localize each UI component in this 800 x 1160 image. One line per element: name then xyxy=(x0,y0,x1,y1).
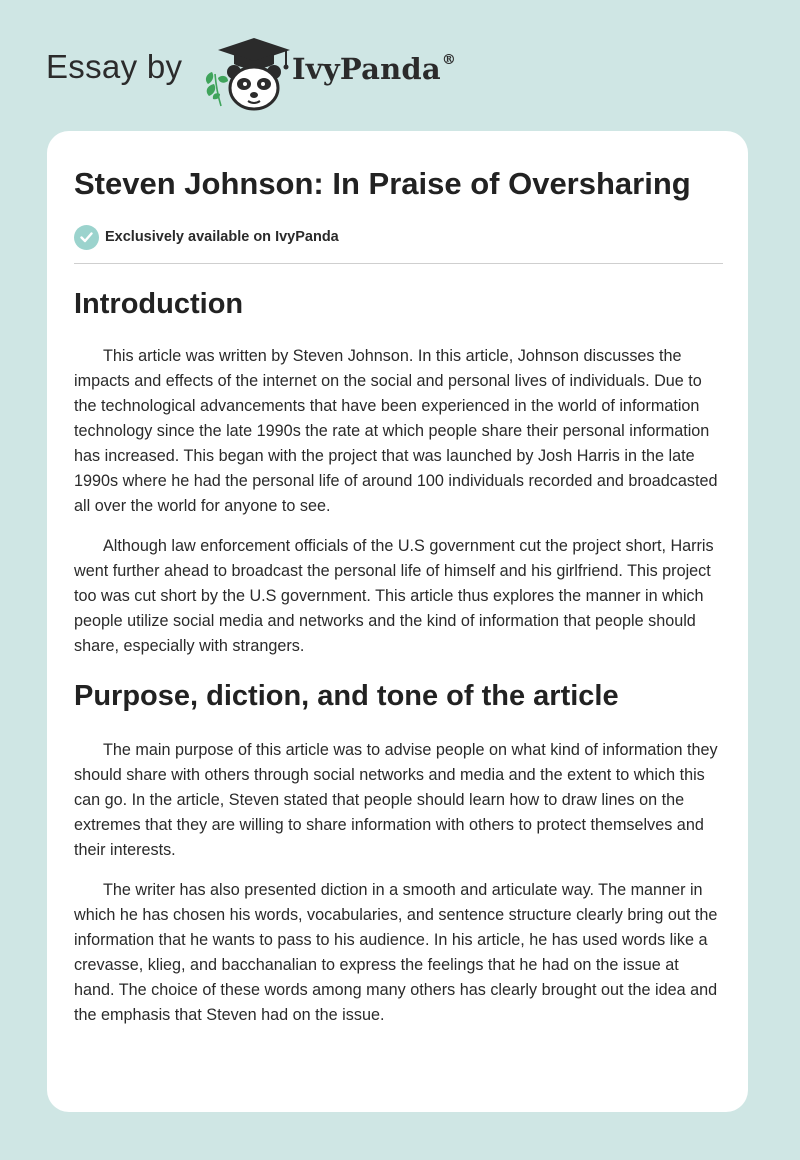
paragraph: The main purpose of this article was to advise people on what kind of information they should share with others through social networks and media and the extent to which this can go. In the article, Steven stated that people should learn how to draw lines on the extremes that they are willing to share information with others to protect themselves and their interests. xyxy=(74,741,718,859)
section-heading-purpose: Purpose, diction, and tone of the article xyxy=(74,680,619,712)
panda-graduate-icon[interactable] xyxy=(198,34,298,114)
section-heading-introduction: Introduction xyxy=(74,288,244,320)
brand-name[interactable] xyxy=(292,52,456,86)
divider xyxy=(74,263,723,264)
article-card xyxy=(47,131,748,1112)
site-header xyxy=(46,34,746,114)
article-title: Steven Johnson: In Praise of Oversharing xyxy=(74,166,691,201)
essay-by-label: Essay by xyxy=(46,48,183,85)
article-content xyxy=(74,163,723,1028)
paragraph: Although law enforcement officials of the U.S government cut the project short, Harris went further ahead to broadcast the personal life of himself and his girlfriend. This project too was cut short by the U.S government. This article thus explores the manner in which people utilize social media and networks and the kind of information that people should share, especially with strangers. xyxy=(74,537,714,655)
paragraph: The writer has also presented diction in a smooth and articulate way. The manner in which he has chosen his words, vocabularies, and sentence structure clearly bring out the information that he wants to pass to his audience. In his article, he has used words like a crevasse, klieg, and bacchanalian to express the feelings that he had on the issue at hand. The choice of these words among many others has clearly brought out the idea and the emphasis that Steven had on the issue. xyxy=(74,881,718,1024)
registered-mark: ® xyxy=(441,52,457,69)
ivy-leaf-icon xyxy=(206,72,228,106)
exclusive-text: Exclusively available on IvyPanda xyxy=(105,229,339,245)
exclusive-badge xyxy=(74,224,723,250)
brand-text: IvyPanda xyxy=(292,52,441,86)
paragraph: This article was written by Steven Johnson. In this article, Johnson discusses the impacts and effects of the internet on the social and personal lives of individuals. Due to the technological advancements that have been experienced in the world of information technology since the late 1990s the rate at which people share their personal information has increased. This began with the project that was launched by Josh Harris in the late 1990s where he had the personal life of around 100 individuals recorded and broadcasted all over the world for anyone to see. xyxy=(74,347,718,515)
check-icon xyxy=(74,225,99,250)
